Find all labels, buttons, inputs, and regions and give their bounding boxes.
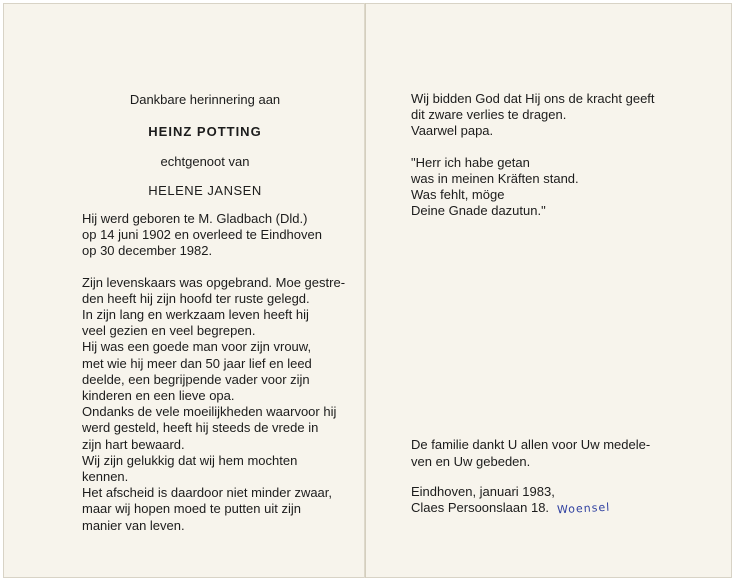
handwritten-note: Woensel [556,500,611,517]
text-line: op 14 juni 1902 en overleed te Eindhoven [82,227,322,243]
text-line: Vaarwel papa. [411,123,494,139]
relation-text: echtgenoot van [160,154,250,169]
address-text: Claes Persoonslaan 18. [411,500,550,516]
text-line: maar wij hopen moed te putten uit zijn [82,501,301,517]
text-line: "Herr ich habe getan [411,154,530,170]
deceased-name: HEINZ POTTING [148,124,262,139]
intro-text: Dankbare herinnering aan [129,92,281,107]
text-line: Wij zijn gelukkig dat wij hem mochten [82,452,298,468]
spouse-name: HELENE JANSEN [148,183,262,198]
text-line: den heeft hij zijn hoofd ter ruste gelegd. [82,290,310,306]
sender-block [411,484,711,517]
text-line: met wie hij meer dan 50 jaar lief en leed [82,355,312,371]
text-line: deelde, een begrijpende vader voor zijn [82,371,310,387]
text-line: dit zware verlies te dragen. [411,107,567,123]
text-line: was in meinen Kräften stand. [411,170,579,186]
text-line: Het afscheid is daardoor niet minder zwaar, [82,485,333,501]
text-line: ven en Uw gebeden. [411,453,531,469]
card-fold [364,3,366,578]
quote-paragraph [411,155,711,220]
text-line: manier van leven. [82,517,185,533]
text-line: Deine Gnade dazutun." [411,203,546,219]
text-line: Ondanks de vele moeilijkheden waarvoor hij [82,404,337,420]
text-line: kinderen en een lieve opa. [82,388,235,404]
text-line: zijn hart bewaard. [82,436,185,452]
text-line: Hij was een goede man voor zijn vrouw, [82,339,312,355]
text-line: veel gezien en veel begrepen. [82,323,256,339]
address-line [411,500,711,517]
text-line: Zijn levenskaars was opgebrand. Moe gestre- [82,274,346,290]
text-line: De familie dankt U allen voor Uw medele- [411,437,651,453]
text-line: Was fehlt, möge [411,187,505,203]
text-line: Hij werd geboren te M. Gladbach (Dld.) [82,211,308,226]
text-line: Wij bidden God dat Hij ons de kracht geeft [411,91,655,106]
birth-paragraph [82,211,328,260]
prayer-paragraph [411,91,711,140]
text-line: op 30 december 1982. [82,243,213,259]
right-panel [411,91,711,517]
life-paragraph [82,274,346,534]
text-line: werd gesteld, heeft hij steeds de vrede in [82,420,319,436]
left-panel [82,90,346,534]
text-line: In zijn lang en werkzaam leven heeft hij [82,307,309,323]
text-line: kennen. [82,469,129,485]
thanks-paragraph [411,437,711,469]
place-date: Eindhoven, januari 1983, [411,483,555,499]
